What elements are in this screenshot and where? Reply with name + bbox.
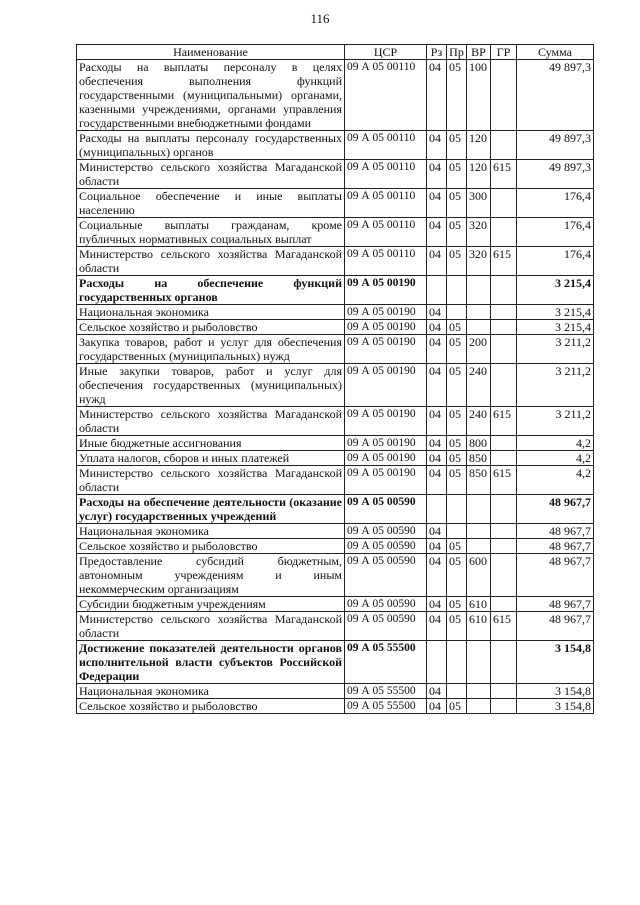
- row-rz: 04: [427, 466, 447, 495]
- row-sum: 48 967,7: [517, 495, 594, 524]
- row-csr: 09 А 05 00190: [345, 466, 427, 495]
- header-vr: ВР: [467, 45, 491, 60]
- row-sum: 48 967,7: [517, 612, 594, 641]
- row-rz: 04: [427, 131, 447, 160]
- row-name: Предоставление субсидий бюджетным, автономным учреждениям и иным некоммерческим организациям: [77, 554, 345, 597]
- row-vr: [467, 305, 491, 320]
- row-name: Министерство сельского хозяйства Магаданской области: [77, 466, 345, 495]
- table-row: [77, 320, 594, 335]
- row-rz: 04: [427, 160, 447, 189]
- row-name: Закупка товаров, работ и услуг для обеспечения государственных (муниципальных) нужд: [77, 335, 345, 364]
- row-sum: 49 897,3: [517, 160, 594, 189]
- row-pr: [447, 305, 467, 320]
- row-pr: 05: [447, 335, 467, 364]
- row-csr: 09 А 05 00190: [345, 276, 427, 305]
- row-csr: 09 А 05 55500: [345, 699, 427, 714]
- row-vr: [467, 684, 491, 699]
- row-sum: 3 215,4: [517, 305, 594, 320]
- row-name: Достижение показателей деятельности органов исполнительной власти субъектов Российской Федерации: [77, 641, 345, 684]
- row-vr: 850: [467, 466, 491, 495]
- row-gr: [491, 436, 517, 451]
- row-sum: 3 215,4: [517, 320, 594, 335]
- row-sum: 3 154,8: [517, 699, 594, 714]
- table-row: [77, 597, 594, 612]
- row-csr: 09 А 05 00590: [345, 539, 427, 554]
- row-vr: 800: [467, 436, 491, 451]
- row-csr: 09 А 05 00110: [345, 131, 427, 160]
- row-gr: [491, 305, 517, 320]
- row-name: Сельское хозяйство и рыболовство: [77, 699, 345, 714]
- row-sum: 3 154,8: [517, 641, 594, 684]
- row-rz: 04: [427, 597, 447, 612]
- header-sum: Сумма: [517, 45, 594, 60]
- table-row: [77, 466, 594, 495]
- row-pr: [447, 495, 467, 524]
- row-sum: 3 211,2: [517, 335, 594, 364]
- table-row: [77, 684, 594, 699]
- row-name: Сельское хозяйство и рыболовство: [77, 539, 345, 554]
- table-row: [77, 641, 594, 684]
- row-name: Расходы на обеспечение функций государственных органов: [77, 276, 345, 305]
- row-gr: [491, 495, 517, 524]
- row-sum: 176,4: [517, 189, 594, 218]
- row-rz: 04: [427, 699, 447, 714]
- row-rz: 04: [427, 684, 447, 699]
- row-vr: [467, 320, 491, 335]
- row-rz: 04: [427, 335, 447, 364]
- row-pr: [447, 276, 467, 305]
- row-pr: 05: [447, 407, 467, 436]
- row-rz: 04: [427, 189, 447, 218]
- row-pr: 05: [447, 160, 467, 189]
- row-vr: 120: [467, 131, 491, 160]
- row-pr: 05: [447, 60, 467, 131]
- table-row: [77, 218, 594, 247]
- row-name: Уплата налогов, сборов и иных платежей: [77, 451, 345, 466]
- row-pr: 05: [447, 539, 467, 554]
- row-csr: 09 А 05 00590: [345, 554, 427, 597]
- row-sum: 49 897,3: [517, 131, 594, 160]
- row-sum: 3 211,2: [517, 407, 594, 436]
- row-rz: 04: [427, 554, 447, 597]
- header-csr: ЦСР: [345, 45, 427, 60]
- table-row: [77, 407, 594, 436]
- header-pr: Пр: [447, 45, 467, 60]
- row-gr: [491, 641, 517, 684]
- row-rz: 04: [427, 60, 447, 131]
- row-sum: 176,4: [517, 218, 594, 247]
- row-name: Национальная экономика: [77, 524, 345, 539]
- row-name: Расходы на выплаты персоналу в целях обеспечения выполнения функций государственными (муниципальными) органами, казенными учреждениями, органами управления государственными внебюджетными фондами: [77, 60, 345, 131]
- row-vr: 100: [467, 60, 491, 131]
- header-rz: Рз: [427, 45, 447, 60]
- row-csr: 09 А 05 00190: [345, 451, 427, 466]
- row-gr: 615: [491, 466, 517, 495]
- row-vr: [467, 524, 491, 539]
- table-row: [77, 189, 594, 218]
- row-gr: [491, 218, 517, 247]
- row-pr: 05: [447, 436, 467, 451]
- row-pr: 05: [447, 699, 467, 714]
- row-rz: [427, 641, 447, 684]
- row-rz: 04: [427, 436, 447, 451]
- table-row: [77, 612, 594, 641]
- table-row: [77, 364, 594, 407]
- row-name: Расходы на выплаты персоналу государственных (муниципальных) органов: [77, 131, 345, 160]
- row-pr: 05: [447, 466, 467, 495]
- row-rz: 04: [427, 524, 447, 539]
- row-vr: 610: [467, 612, 491, 641]
- row-gr: 615: [491, 160, 517, 189]
- row-vr: 300: [467, 189, 491, 218]
- row-rz: 04: [427, 320, 447, 335]
- row-csr: 09 А 05 00590: [345, 495, 427, 524]
- row-vr: [467, 276, 491, 305]
- row-rz: 04: [427, 247, 447, 276]
- row-gr: 615: [491, 407, 517, 436]
- row-gr: [491, 684, 517, 699]
- row-pr: 05: [447, 320, 467, 335]
- row-gr: [491, 539, 517, 554]
- row-gr: [491, 335, 517, 364]
- row-sum: 4,2: [517, 451, 594, 466]
- row-csr: 09 А 05 00110: [345, 60, 427, 131]
- row-vr: 850: [467, 451, 491, 466]
- row-pr: 05: [447, 597, 467, 612]
- row-csr: 09 А 05 00190: [345, 305, 427, 320]
- table-body: [77, 60, 594, 714]
- table-row: [77, 305, 594, 320]
- table-row: [77, 335, 594, 364]
- row-csr: 09 А 05 55500: [345, 684, 427, 699]
- table-row: [77, 539, 594, 554]
- row-gr: [491, 699, 517, 714]
- row-sum: 48 967,7: [517, 554, 594, 597]
- header-name: Наименование: [77, 45, 345, 60]
- header-row: [77, 45, 594, 60]
- row-sum: 48 967,7: [517, 597, 594, 612]
- row-pr: 05: [447, 554, 467, 597]
- row-vr: 240: [467, 407, 491, 436]
- row-name: Министерство сельского хозяйства Магаданской области: [77, 160, 345, 189]
- row-pr: [447, 524, 467, 539]
- row-gr: 615: [491, 612, 517, 641]
- row-pr: 05: [447, 189, 467, 218]
- table-row: [77, 451, 594, 466]
- row-gr: [491, 131, 517, 160]
- page-number: 116: [310, 11, 330, 26]
- row-vr: 200: [467, 335, 491, 364]
- row-pr: 05: [447, 131, 467, 160]
- row-csr: 09 А 05 00190: [345, 335, 427, 364]
- row-pr: 05: [447, 247, 467, 276]
- row-sum: 48 967,7: [517, 524, 594, 539]
- table-row: [77, 60, 594, 131]
- row-csr: 09 А 05 00590: [345, 524, 427, 539]
- row-vr: 320: [467, 247, 491, 276]
- budget-table: [76, 44, 594, 714]
- row-name: Министерство сельского хозяйства Магаданской области: [77, 407, 345, 436]
- row-rz: 04: [427, 407, 447, 436]
- row-gr: [491, 276, 517, 305]
- row-gr: [491, 189, 517, 218]
- table-row: [77, 247, 594, 276]
- row-csr: 09 А 05 00190: [345, 364, 427, 407]
- row-name: Субсидии бюджетным учреждениям: [77, 597, 345, 612]
- row-sum: 176,4: [517, 247, 594, 276]
- row-gr: [491, 60, 517, 131]
- row-gr: [491, 524, 517, 539]
- row-rz: 04: [427, 451, 447, 466]
- row-sum: 4,2: [517, 436, 594, 451]
- row-csr: 09 А 05 55500: [345, 641, 427, 684]
- table-row: [77, 495, 594, 524]
- row-vr: 240: [467, 364, 491, 407]
- table-row: [77, 131, 594, 160]
- row-csr: 09 А 05 00190: [345, 407, 427, 436]
- row-gr: [491, 364, 517, 407]
- row-vr: [467, 539, 491, 554]
- row-vr: 600: [467, 554, 491, 597]
- row-name: Иные закупки товаров, работ и услуг для обеспечения государственных (муниципальных) нужд: [77, 364, 345, 407]
- row-sum: 3 154,8: [517, 684, 594, 699]
- table-row: [77, 436, 594, 451]
- row-csr: 09 А 05 00110: [345, 189, 427, 218]
- row-pr: 05: [447, 218, 467, 247]
- row-vr: [467, 699, 491, 714]
- row-sum: 3 211,2: [517, 364, 594, 407]
- row-gr: [491, 597, 517, 612]
- row-name: Министерство сельского хозяйства Магаданской области: [77, 612, 345, 641]
- row-vr: 320: [467, 218, 491, 247]
- row-pr: 05: [447, 612, 467, 641]
- row-name: Министерство сельского хозяйства Магаданской области: [77, 247, 345, 276]
- row-rz: 04: [427, 305, 447, 320]
- row-sum: 3 215,4: [517, 276, 594, 305]
- row-vr: 610: [467, 597, 491, 612]
- row-name: Иные бюджетные ассигнования: [77, 436, 345, 451]
- row-sum: 4,2: [517, 466, 594, 495]
- row-vr: [467, 495, 491, 524]
- row-csr: 09 А 05 00190: [345, 320, 427, 335]
- row-csr: 09 А 05 00190: [345, 436, 427, 451]
- table-row: [77, 524, 594, 539]
- row-gr: [491, 554, 517, 597]
- row-sum: 48 967,7: [517, 539, 594, 554]
- row-gr: [491, 320, 517, 335]
- row-vr: 120: [467, 160, 491, 189]
- row-rz: 04: [427, 612, 447, 641]
- row-sum: 49 897,3: [517, 60, 594, 131]
- row-name: Национальная экономика: [77, 684, 345, 699]
- row-name: Социальное обеспечение и иные выплаты населению: [77, 189, 345, 218]
- row-pr: 05: [447, 364, 467, 407]
- row-csr: 09 А 05 00110: [345, 160, 427, 189]
- row-name: Сельское хозяйство и рыболовство: [77, 320, 345, 335]
- row-gr: 615: [491, 247, 517, 276]
- row-csr: 09 А 05 00110: [345, 218, 427, 247]
- row-rz: 04: [427, 539, 447, 554]
- row-csr: 09 А 05 00110: [345, 247, 427, 276]
- table-row: [77, 160, 594, 189]
- table-row: [77, 554, 594, 597]
- table-row: [77, 699, 594, 714]
- row-rz: 04: [427, 218, 447, 247]
- row-rz: 04: [427, 364, 447, 407]
- row-pr: [447, 641, 467, 684]
- row-gr: [491, 451, 517, 466]
- row-csr: 09 А 05 00590: [345, 597, 427, 612]
- header-gr: ГР: [491, 45, 517, 60]
- row-csr: 09 А 05 00590: [345, 612, 427, 641]
- row-vr: [467, 641, 491, 684]
- row-name: Национальная экономика: [77, 305, 345, 320]
- row-rz: [427, 276, 447, 305]
- row-pr: 05: [447, 451, 467, 466]
- row-name: Социальные выплаты гражданам, кроме публичных нормативных социальных выплат: [77, 218, 345, 247]
- row-name: Расходы на обеспечение деятельности (оказание услуг) государственных учреждений: [77, 495, 345, 524]
- row-rz: [427, 495, 447, 524]
- table-row: [77, 276, 594, 305]
- row-pr: [447, 684, 467, 699]
